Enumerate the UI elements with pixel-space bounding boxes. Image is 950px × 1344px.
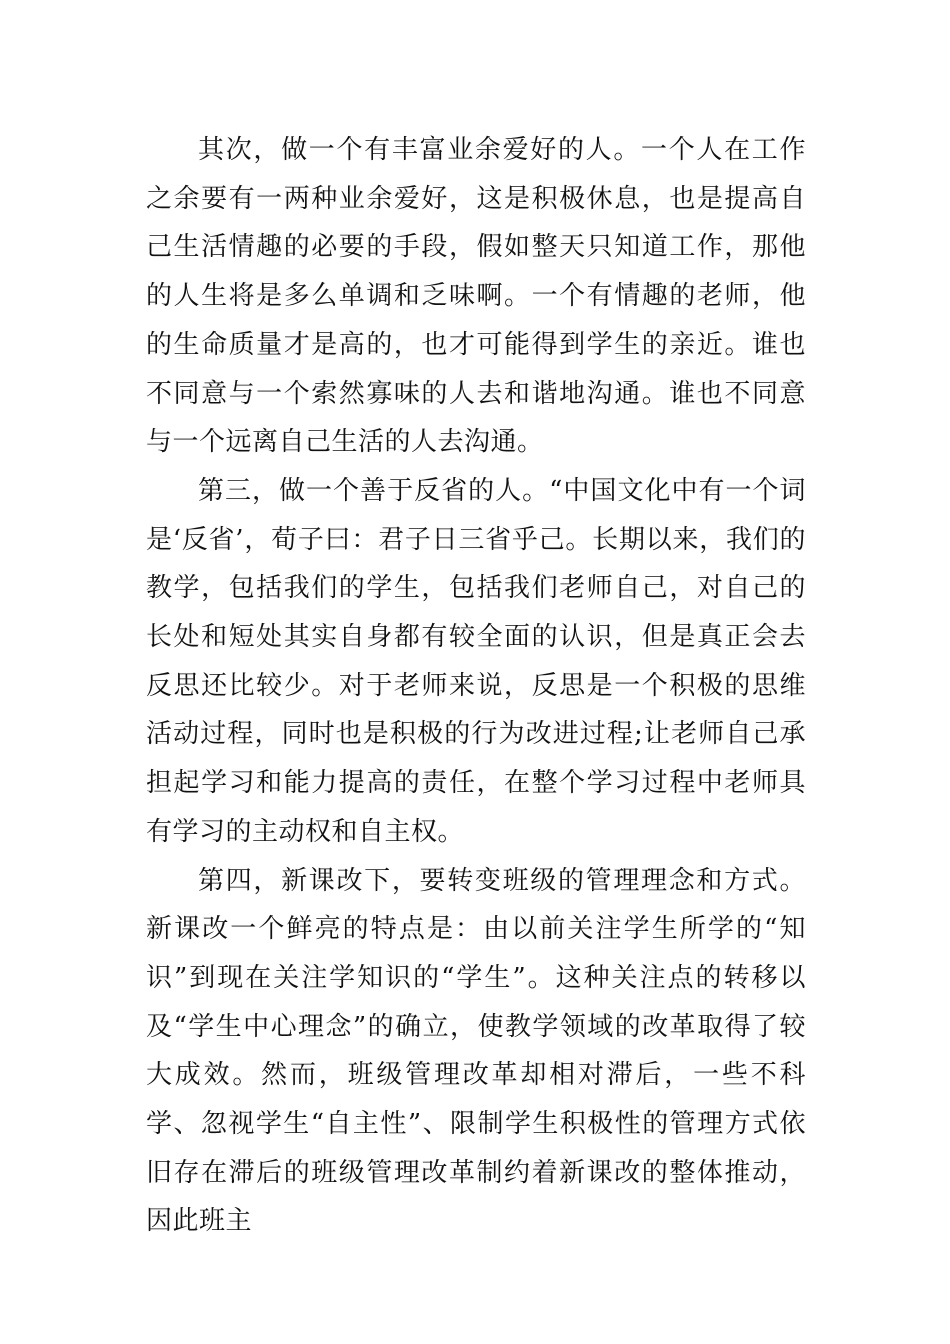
paragraph-class-management: 第四，新课改下，要转变班级的管理理念和方式。新课改一个鲜亮的特点是：由以前关注学生所学的“知识”到现在关注学知识的“学生”。这种关注点的转移以及“学生中心理念”的确立，使教学领域的改革取得了较大成效。然而，班级管理改革却相对滞后，一些不科学、忽视学生“自主性”、限制学生积极性的管理方式依旧存在滞后的班级管理改革制约着新课改的整体推动，因此班主	[146, 865, 806, 1237]
paragraph-hobbies: 其次，做一个有丰富业余爱好的人。一个人在工作之余要有一两种业余爱好，这是积极休息，也是提高自己生活情趣的必要的手段，假如整天只知道工作，那他的人生将是多么单调和乏味啊。一个有情趣的老师，他的生命质量才是高的，也才可能得到学生的亲近。谁也不同意与一个索然寡味的人去和谐地沟通。谁也不同意与一个远离自己生活的人去沟通。	[146, 135, 806, 458]
paragraph-reflection: 第三，做一个善于反省的人。“中国文化中有一个词是‘反省’，荀子曰：君子日三省乎己。长期以来，我们的教学，包括我们的学生，包括我们老师自己，对自己的长处和短处其实自身都有较全面的认识，但是真正会去反思还比较少。对于老师来说，反思是一个积极的思维活动过程，同时也是积极的行为改进过程;让老师自己承担起学习和能力提高的责任，在整个学习过程中老师具有学习的主动权和自主权。	[146, 475, 806, 847]
document-body	[146, 126, 806, 1246]
